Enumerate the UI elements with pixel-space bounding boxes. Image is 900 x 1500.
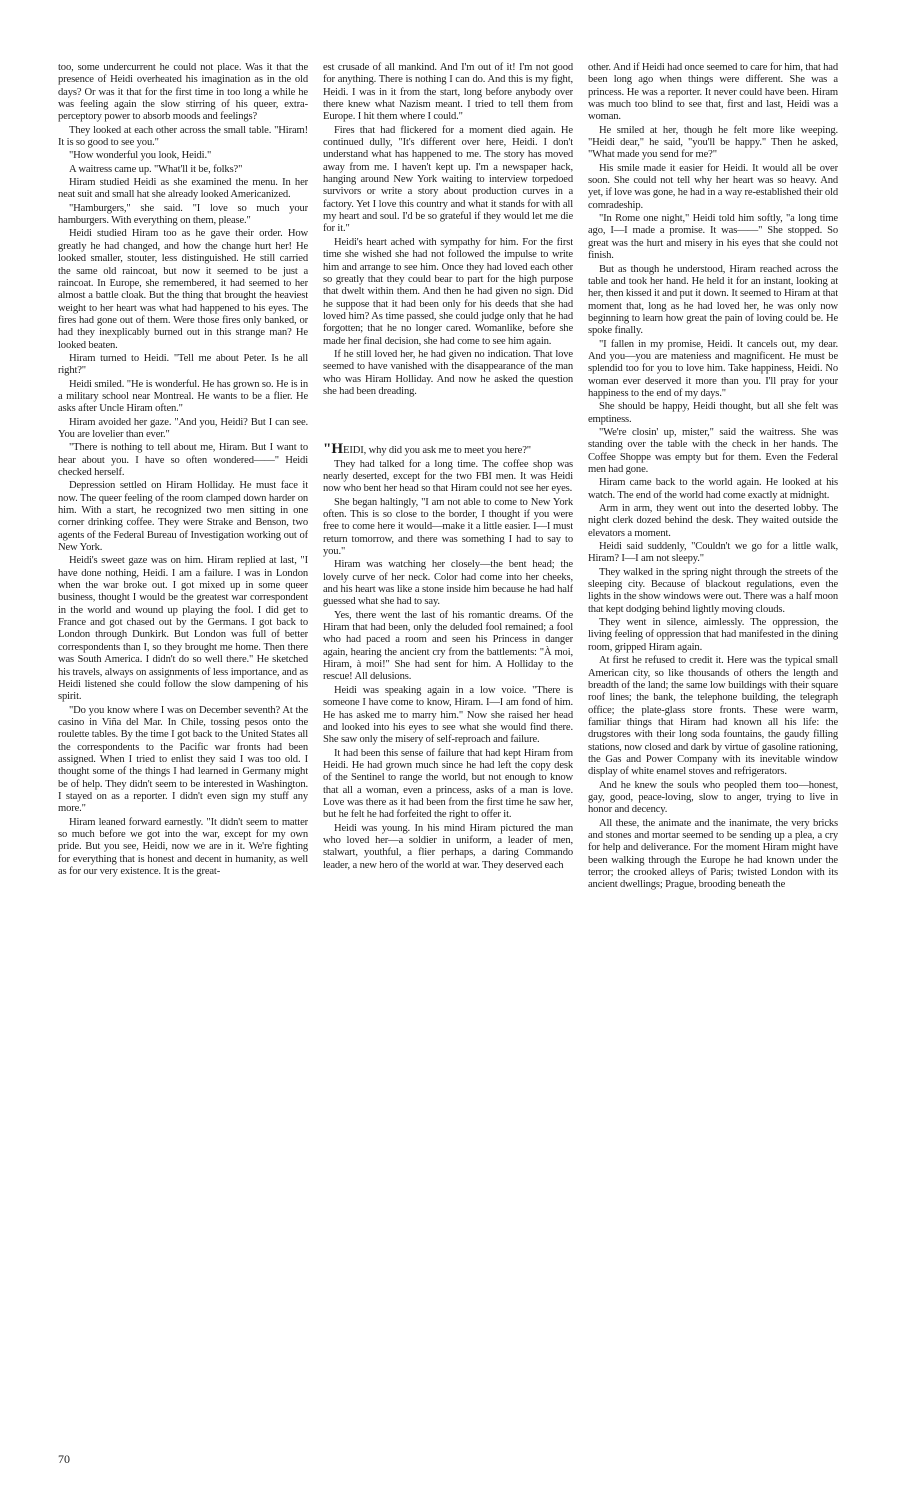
- paragraph: Heidi's heart ached with sympathy for him. For the first time she wished she had not followed the impulse to write him and arrange to see him. Once they had loved each other so greatly that they could bear to part for the high purpose that dwelt within them. And then he had given no sign. Did he suppose that it had been only for his deeds that she had loved him? As time passed, she could judge only that he had forgotten; that he no longer cared. Womanlike, before she made her final decision, she had come to see him again.: [323, 236, 573, 347]
- paragraph: "Do you know where I was on December seventh? At the casino in Viña del Mar. In Chile, tossing pesos onto the roulette tables. By the time I got back to the United States all the correspondents to the Pacific war fronts had been assigned. When I tried to enlist they said I was too old. I thought some of the things I had learned in Germany might be of help. They didn't seem to be interested in Washington. I stayed on as a reporter. I didn't even sign my stuff any more.": [58, 704, 308, 815]
- paragraph: Depression settled on Hiram Holliday. He must face it now. The queer feeling of the room clamped down harder on him. With a start, he recognized two men sitting in one corner drinking coffee. They were Strake and Benson, two agents of the Federal Bureau of Investigation working out of New York.: [58, 480, 308, 554]
- paragraph: They walked in the spring night through the streets of the sleeping city. Because of blackout regulations, even the lights in the show windows were out. There was a half moon that kept dodging behind lightly moving clouds.: [588, 566, 838, 615]
- paragraph: "There is nothing to tell about me, Hiram. But I want to hear about you. I have so often wondered——" Heidi checked herself.: [58, 442, 308, 478]
- paragraph: His smile made it easier for Heidi. It would all be over soon. She could not tell why her heart was so heavy. And yet, if love was gone, he had in a way re-established their old comradeship.: [588, 162, 838, 211]
- paragraph: Heidi was speaking again in a low voice. "There is someone I have come to know, Hiram. I—I am fond of him. He has asked me to marry him." Now she raised her head and looked into his eyes to see what she would find there. She saw only the misery of self-reproach and failure.: [323, 684, 573, 746]
- paragraph: Hiram came back to the world again. He looked at his watch. The end of the world had come exactly at midnight.: [588, 477, 838, 501]
- column-2-bottom: [323, 459, 573, 872]
- paragraph: Arm in arm, they went out into the deserted lobby. The night clerk dozed behind the desk. They waited outside the elevators a moment.: [588, 503, 838, 539]
- paragraph: It had been this sense of failure that had kept Hiram from Heidi. He had grown much since he had left the copy desk of the Sentinel to range the world, but not enough to know that all a woman, even a princess, asks of a man is love. Love was there as it had been from the first time he saw her, but he felt he had forfeited the right to offer it.: [323, 747, 573, 821]
- paragraph: Yes, there went the last of his romantic dreams. Of the Hiram that had been, only the deluded fool remained; a fool who had paced a room and seen his Princess in danger again, hearing the ancient cry from the battlements: "À moi, Hiram, à moi!" She had sent for him. A Holliday to the rescue! All delusions.: [323, 609, 573, 683]
- magazine-page: [58, 62, 838, 1466]
- column-2: [323, 62, 573, 1442]
- text-columns: [58, 62, 838, 1442]
- column-2-top: [323, 62, 573, 398]
- paragraph: Hiram studied Heidi as she examined the menu. In her neat suit and small hat she already looked Americanized.: [58, 177, 308, 201]
- paragraph: "Hamburgers," she said. "I love so much your hamburgers. With everything on them, please.": [58, 202, 308, 227]
- paragraph: They had talked for a long time. The coffee shop was nearly deserted, except for the two FBI men. It was Heidi now who bent her head so that Hiram could not see her eyes.: [323, 458, 573, 495]
- paragraph: "I fallen in my promise, Heidi. It cancels out, my dear. And you—you are mateniess and magnificent. He must be splendid too for you to love him. Take happiness, Heidi. No woman ever deserved it more than you. I'll pray for your happiness to the end of my days.": [588, 338, 838, 399]
- column-3: [588, 62, 838, 1442]
- paragraph: At first he refused to credit it. Here was the typical small American city, so like thousands of others the length and breadth of the land; the same low buildings with their square roof lines; the bank, the telephone building, the telegraph office; the plate-glass store fronts. These were warm, familiar things that Hiram had known all his life: the drugstores with their long soda fountains, the gaudy filling stations, now closed and dark by virtue of gasoline rationing, the Gas and Power Company with its inevitable window display of white enamel stoves and refrigerators.: [588, 655, 838, 778]
- paragraph: They went in silence, aimlessly. The oppression, the living feeling of oppression that had manifested in the dining room, gripped Hiram again.: [588, 617, 838, 653]
- paragraph: Fires that had flickered for a moment died again. He continued dully, "It's different over here, Heidi. I don't understand what has happened to me. The story has moved away from me. I haven't kept up. I'm a newspaper hack, hanging around New York waiting to interview torpedoed survivors or write a story about production curves in a factory. Yet I love this country and what it stands for with all my heart and soul. I'd be so grateful if they would let me die for it.": [323, 124, 573, 235]
- paragraph: She should be happy, Heidi thought, but all she felt was emptiness.: [588, 401, 838, 425]
- paragraph: They looked at each other across the small table. "Hiram! It is so good to see you.": [58, 124, 308, 149]
- paragraph: A waitress came up. "What'll it be, folks?": [69, 163, 243, 175]
- column-1: [58, 62, 308, 1442]
- paragraph: other. And if Heidi had once seemed to care for him, that had been long ago when things were different. She was a princess. He was a reporter. It never could have been. Hiram was much too blind to see that, first and last, Heidi was a woman.: [588, 62, 838, 123]
- section-break: [323, 399, 573, 443]
- paragraph: She began haltingly, "I am not able to come to New York often. This is so close to the border, I thought if you were free to come here it would—make it a little easier. I—I must return tomorrow, and there was something I had to say to you.": [323, 496, 573, 558]
- paragraph: Heidi's sweet gaze was on him. Hiram replied at last, "I have done nothing, Heidi. I am a failure. I was in London when the war broke out. I got mixed up in some queer business, thought I would be the greatest war correspondent in the world and wound up playing the fool. I did get to France and got chased out by the Germans. I got back to London through Dunkirk. But London was full of better correspondents than I, so they brought me home. Then there was South America. I didn't do so well there." He sketched his travels, always on assignments of less importance, and as Heidi listened she could follow the slow dampening of his spirit.: [58, 555, 308, 703]
- paragraph: And he knew the souls who peopled them too—honest, gay, good, peace-loving, slow to anger, trying to live in honor and decency.: [588, 779, 838, 816]
- paragraph: All these, the animate and the inanimate, the very bricks and stones and mortar seemed to be sending up a plea, a cry for help and deliverance. For the moment Hiram might have been walking through the Europe he had known under the terror; the crooked alleys of Paris; twisted London with its ancient dwellings; Prague, brooding beneath the: [588, 817, 838, 891]
- paragraph: Hiram was watching her closely—the bent head; the lovely curve of her neck. Color had come into her cheeks, and his heart was like a stone inside him because he had half guessed what she had to say.: [323, 559, 573, 608]
- page-number: 70: [58, 1452, 70, 1466]
- paragraph: Hiram turned to Heidi. "Tell me about Peter. Is he all right?": [58, 352, 308, 377]
- paragraph: "How wonderful you look, Heidi.": [69, 150, 212, 162]
- section-opening-paragraph: [323, 443, 573, 457]
- paragraph: Heidi smiled. "He is wonderful. He has grown so. He is in a military school near Montreal. He wants to be a flier. He asks after Uncle Hiram often.": [58, 378, 308, 415]
- paragraph: "We're closin' up, mister," said the waitress. She was standing over the table with the check in her hands. The Coffee Shoppe was empty but for them. Even the Federal men had gone.: [588, 426, 838, 475]
- paragraph: too, some undercurrent he could not place. Was it that the presence of Heidi overheated his imagination as in the old days? Or was it that for the first time in too long a while he was feeling again the slow stirring of his queer, extra-perceptory power to absorb moods and feelings?: [58, 62, 308, 123]
- paragraph: But as though he understood, Hiram reached across the table and took her hand. He held it for an instant, looking at her, then kissed it and put it down. It seemed to Hiram at that moment that, long as he had loved her, he was only now beginning to learn how great the pain of loving could be. He spoke finally.: [588, 263, 838, 337]
- paragraph: Heidi said suddenly, "Couldn't we go for a little walk, Hiram? I—I am not sleepy.": [588, 541, 838, 565]
- opening-text: EIDI, why did you ask me to meet you here?": [343, 445, 531, 457]
- paragraph: Heidi was young. In his mind Hiram pictured the man who loved her—a soldier in uniform, a leader of men, stalwart, youthful, a flier perhaps, a daring Commando leader, a new hero of the world at war. They deserved each: [323, 822, 573, 871]
- paragraph: "In Rome one night," Heidi told him softly, "a long time ago, I—I made a promise. It was——" She stopped. So great was the hurt and misery in his eyes that she could not finish.: [588, 213, 838, 262]
- paragraph: Hiram avoided her gaze. "And you, Heidi? But I can see. You are lovelier than ever.": [58, 416, 308, 440]
- paragraph: He smiled at her, though he felt more like weeping. "Heidi dear," he said, "you'll be happy." Then he asked, "What made you send for me?": [588, 124, 838, 161]
- paragraph: est crusade of all mankind. And I'm out of it! I'm not good for anything. There is nothing I can do. And this is my fight, Heidi. I was in it from the start, long before anybody over there knew what Nazism meant. I tried to tell them from Europe. I hit them where I could.": [323, 62, 573, 123]
- paragraph: Hiram leaned forward earnestly. "It didn't seem to matter so much before we got into the war, except for my own pride. But you see, Heidi, now we are in it. We're fighting for everything that is honest and decent in humanity, as well as for our very existence. It is the great-: [58, 816, 308, 877]
- drop-cap: "H: [323, 441, 343, 458]
- paragraph: If he still loved her, he had given no indication. That love seemed to have vanished with the disappearance of the man who was Hiram Holliday. And now he asked the question she had been dreading.: [323, 348, 573, 397]
- paragraph: Heidi studied Hiram too as he gave their order. How greatly he had changed, and how the change hurt her! He looked smaller, stouter, less distinguished. He still carried the same old raincoat, but now it seemed to be just a raincoat. In Europe, she remembered, it had seemed to her almost a battle cloak. But the thing that brought the heaviest weight to her heart was what had happened to his eyes. The fires had gone out of them. Were those fires only banked, or had they inexplicably burned out in this strange man? He looked beaten.: [58, 228, 308, 351]
